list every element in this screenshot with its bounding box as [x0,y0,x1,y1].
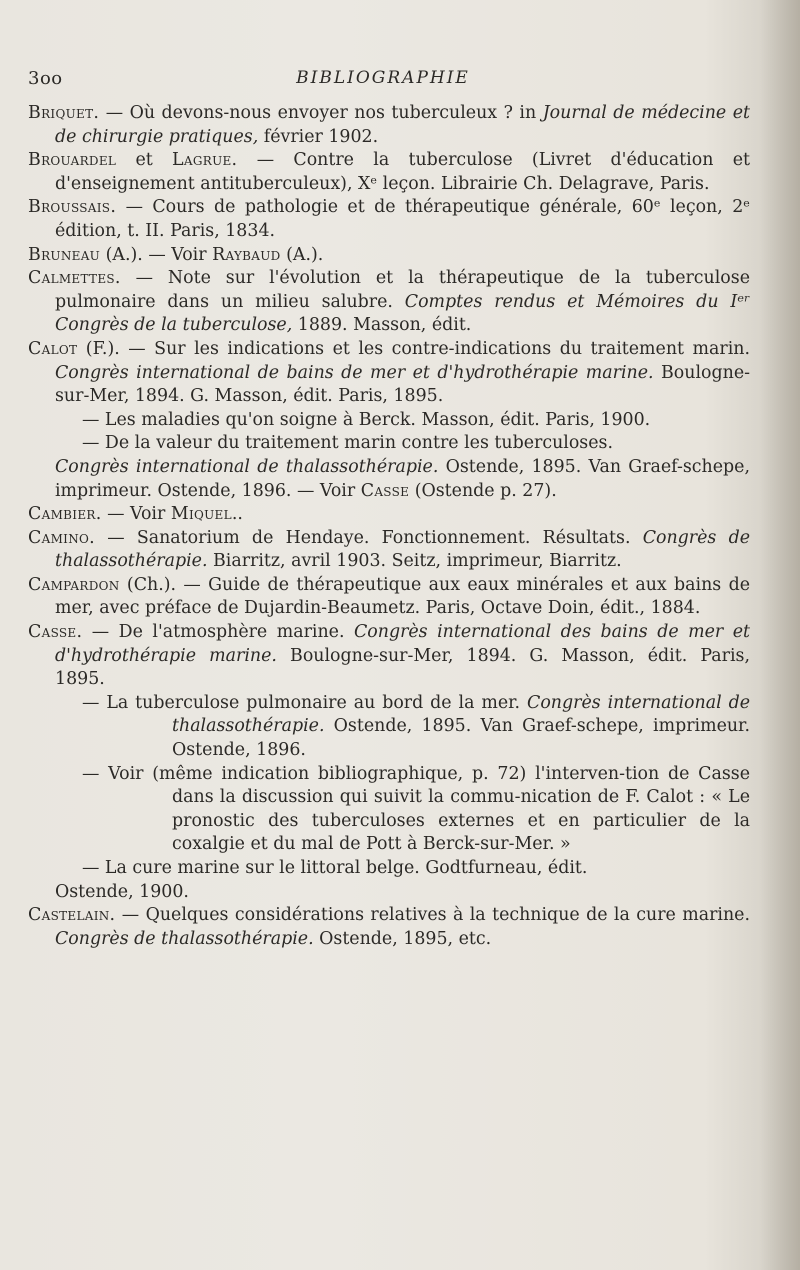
entry-casse-4 [28,857,750,904]
entry-text: La tuberculose pulmonaire au bord de la mer. [99,692,528,713]
entry-author: Castelain. [28,905,116,926]
entry-text: (Ch.). — Guide de thérapeutique aux eaux minérales et aux bains de mer, avec préface de Dujardin-Beaumetz. Paris, Octave Doin, édit., 1884. [55,574,750,619]
entry-journal-title: Congrès international de bains de mer et d'hydrothérapie marine. [55,362,654,383]
entry-dash: — [82,692,100,713]
entry-dash: — [82,763,100,784]
entry-text: février 1902. [258,126,379,147]
entry-calot-2 [28,409,750,433]
entry-dash: — [82,409,100,430]
entry-text: De la valeur du traitement marin contre les tuberculoses. [99,433,613,454]
entry-author: Casse. [28,622,83,643]
entry-text: (Ostende p. 27). [409,480,557,501]
entry-text: Ostende, 1895. Van Graef-schepe, imprimeur. Ostende, 1896. — Voir [55,456,750,501]
entry-author: Calot [28,338,78,359]
entry-text: — Sanatorium de Hendaye. Fonctionnement. Résultats. [94,527,643,548]
entry-author: Brouardel [28,150,117,171]
entry-author-2: Lagrue. [172,150,238,171]
entry-calot-3 [28,432,750,503]
entry-text: Boulogne-sur-Mer, 1894. G. Masson, édit. Paris, 1895. [55,645,750,690]
entry-dash: — [82,858,100,878]
running-title: BIBLIOGRAPHIE [296,68,470,88]
page-edge-shadow [760,0,800,1270]
entry-text: Boulogne-sur-Mer, 1894. G. Masson, édit. Paris, 1895. [55,362,751,407]
entry-camino [28,527,750,574]
entry-journal-title: Congrès international des bains de mer et d'hydrothérapie marine. [55,622,750,666]
entry-text: — De l'atmosphère marine. [82,622,354,643]
entry-briquet [28,102,750,149]
entry-text: — Cours de pathologie et de thérapeutique générale, 60ᵉ leçon, 2ᵉ édition, t. II. Paris, 1834. [55,197,750,241]
entry-journal-title: Congrès de thalassothérapie. [55,928,314,949]
entry-text: La cure marine sur le littoral belge. Godtfurneau, édit. [99,858,588,878]
entry-reference: Raybaud [212,244,281,265]
entry-text: (A.). [280,244,324,265]
entry-text: et [116,150,173,171]
entry-author: Calmettes. [28,268,121,289]
entry-journal-title: Congrès international de thalassothérapie. [55,456,439,477]
entry-text: Voir (même indication bibliographique, p. 72) l'interven-tion de Casse dans la discussion qui suivit la commu-nication de F. Calot : « Le pronostic des tuberculoses externes et en particulier de la coxalgie et du mal de Pott à Berck-sur-Mer. » [99,763,750,855]
entry-casse [28,621,750,692]
entry-text: — Contre la tuberculose (Livret d'éducation et d'enseignement antituberculeux), Xᵉ leçon. Librairie Ch. Delagrave, Paris. [55,150,750,194]
entry-calmettes [28,267,750,338]
entry-casse-2 [28,692,750,763]
entry-author: Broussais. [28,197,117,218]
entry-text: (F.). — Sur les indications et les contre-indications du traitement marin. [77,338,750,359]
entry-bruneau [28,244,750,268]
page-number: 3oo [28,68,63,89]
entry-journal-title: Congrès international de thalassothérapie. [172,692,750,737]
entry-text: Ostende, 1895, etc. [313,928,492,949]
entry-broussais [28,196,750,243]
entry-journal-title: Journal de médecine et de chirurgie pratiques, [55,103,750,147]
entry-text: Ostende, 1895. Van Graef-schepe, imprimeur. Ostende, 1896. [172,716,750,761]
entry-castelain [28,904,750,951]
entry-text: (A.). — Voir [100,244,213,265]
entry-author: Campardon [28,574,120,595]
entry-author: Bruneau [28,244,101,265]
page-header [28,68,738,94]
entry-journal-title: Congrès de thalassothérapie. [55,527,750,572]
entry-reference: Casse [360,480,410,501]
entry-text: 1889. Masson, édit. [292,315,472,336]
entry-text: — Où devons-nous envoyer nos tuberculeux ? in [99,103,543,123]
entry-text: — Note sur l'évolution et la thérapeutique de la tuberculose pulmonaire dans un milieu salubre. [55,268,750,312]
entry-text: Les maladies qu'on soigne à Berck. Masson, édit. Paris, 1900. [99,409,651,430]
entry-brouardel [28,149,750,196]
entry-campardon [28,574,750,621]
entry-text: — Quelques considérations relatives à la technique de la cure marine. [115,905,750,926]
entry-continuation: Ostende, 1900. [55,881,189,902]
entry-journal-title: Comptes rendus et Mémoires du Iᵉʳ Congrès de la tuberculose, [55,291,750,336]
entry-author: Camino. [28,527,95,548]
entry-text: — Voir [101,504,171,525]
entry-reference: Miquel [170,504,232,525]
entry-calot [28,338,750,409]
entry-author: Cambier. [28,504,102,525]
entry-text: .. [231,504,243,525]
bibliography-list [28,102,750,951]
entry-author: Briquet. [28,103,100,123]
entry-dash: — [82,433,100,454]
entry-casse-3 [28,763,750,857]
entry-text: Biarritz, avril 1903. Seitz, imprimeur, Biarritz. [207,551,622,572]
entry-cambier [28,503,750,527]
